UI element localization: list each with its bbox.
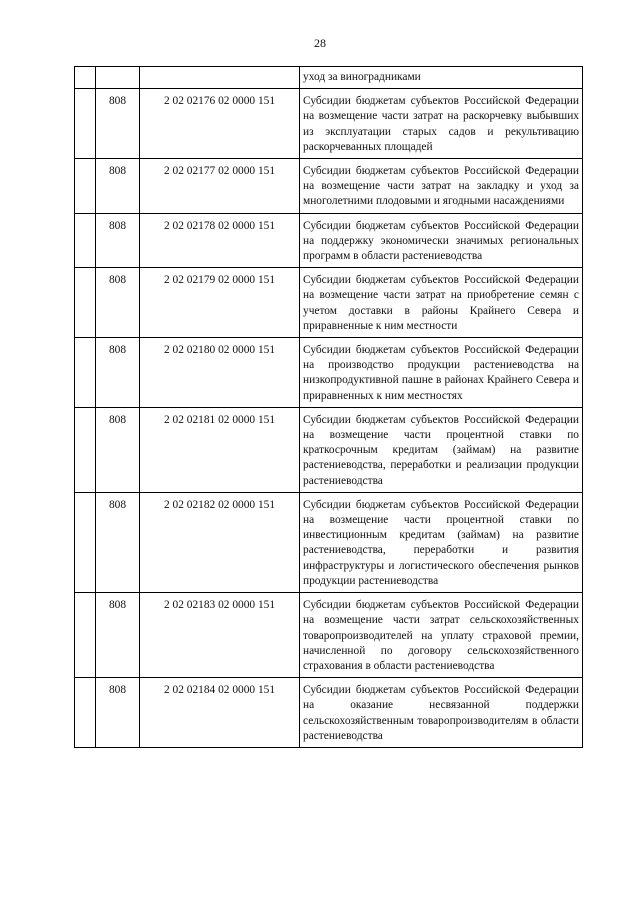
admin-code-cell: 808 bbox=[96, 678, 140, 748]
income-code-cell: 2 02 02183 02 0000 151 bbox=[140, 593, 300, 678]
blank-cell bbox=[75, 268, 96, 338]
blank-cell bbox=[75, 593, 96, 678]
description-cell: Субсидии бюджетам субъектов Российской Федерации на производство продукции растениеводства на низкопродуктивной пашне в районах Крайнего Севера и приравненных к ним местностях bbox=[300, 338, 583, 408]
income-code-cell: 2 02 02177 02 0000 151 bbox=[140, 159, 300, 214]
income-code-cell: 2 02 02182 02 0000 151 bbox=[140, 492, 300, 592]
blank-cell bbox=[75, 492, 96, 592]
blank-cell bbox=[75, 89, 96, 159]
admin-code-cell: 808 bbox=[96, 338, 140, 408]
blank-cell bbox=[75, 159, 96, 214]
description-cell: Субсидии бюджетам субъектов Российской Федерации на возмещение части затрат сельскохозяйственных товаропроизводителей на уплату страховой премии, начисленной по договору сельскохозяйственного страхования в области растениеводства bbox=[300, 593, 583, 678]
admin-code-cell: 808 bbox=[96, 159, 140, 214]
page-number: 28 bbox=[314, 36, 326, 50]
admin-code-cell: 808 bbox=[96, 268, 140, 338]
description-cell: Субсидии бюджетам субъектов Российской Федерации на поддержку экономически значимых региональных программ в области растениеводства bbox=[300, 213, 583, 268]
income-code-cell: 2 02 02184 02 0000 151 bbox=[140, 678, 300, 748]
table-row bbox=[75, 268, 583, 338]
blank-cell bbox=[75, 67, 96, 89]
income-code-cell: 2 02 02179 02 0000 151 bbox=[140, 268, 300, 338]
description-cell: уход за виноградниками bbox=[300, 67, 583, 89]
admin-code-cell: 808 bbox=[96, 407, 140, 492]
description-cell: Субсидии бюджетам субъектов Российской Федерации на возмещение части затрат на приобретение семян с учетом доставки в районы Крайнего Севера и приравненные к ним местности bbox=[300, 268, 583, 338]
description-cell: Субсидии бюджетам субъектов Российской Федерации на возмещение части процентной ставки по краткосрочным кредитам (займам) на развитие растениеводства, переработки и реализации продукции растениеводства bbox=[300, 407, 583, 492]
blank-cell bbox=[75, 338, 96, 408]
admin-code-cell: 808 bbox=[96, 593, 140, 678]
table-row bbox=[75, 67, 583, 89]
blank-cell bbox=[75, 678, 96, 748]
income-code-cell bbox=[140, 67, 300, 89]
table-row bbox=[75, 89, 583, 159]
table-row bbox=[75, 492, 583, 592]
blank-cell bbox=[75, 213, 96, 268]
admin-code-cell: 808 bbox=[96, 492, 140, 592]
blank-cell bbox=[75, 407, 96, 492]
table-row bbox=[75, 338, 583, 408]
table-row bbox=[75, 213, 583, 268]
description-cell: Субсидии бюджетам субъектов Российской Федерации на возмещение части затрат на раскорчевку выбывших из эксплуатации старых садов и рекультивацию раскорчеванных площадей bbox=[300, 89, 583, 159]
description-cell: Субсидии бюджетам субъектов Российской Федерации на возмещение части затрат на закладку и уход за многолетними плодовыми и ягодными насаждениями bbox=[300, 159, 583, 214]
description-cell: Субсидии бюджетам субъектов Российской Федерации на возмещение части процентной ставки по инвестиционным кредитам (займам) на развитие растениеводства, переработки и развития инфраструктуры и логистического обеспечения рынков продукции растениеводства bbox=[300, 492, 583, 592]
table-row bbox=[75, 407, 583, 492]
table-row bbox=[75, 159, 583, 214]
table-row bbox=[75, 593, 583, 678]
description-cell: Субсидии бюджетам субъектов Российской Федерации на оказание несвязанной поддержки сельскохозяйственным товаропроизводителям в области растениеводства bbox=[300, 678, 583, 748]
income-code-cell: 2 02 02178 02 0000 151 bbox=[140, 213, 300, 268]
table-row bbox=[75, 678, 583, 748]
admin-code-cell: 808 bbox=[96, 213, 140, 268]
admin-code-cell bbox=[96, 67, 140, 89]
budget-classification-table bbox=[74, 66, 583, 748]
income-code-cell: 2 02 02176 02 0000 151 bbox=[140, 89, 300, 159]
admin-code-cell: 808 bbox=[96, 89, 140, 159]
income-code-cell: 2 02 02181 02 0000 151 bbox=[140, 407, 300, 492]
income-code-cell: 2 02 02180 02 0000 151 bbox=[140, 338, 300, 408]
